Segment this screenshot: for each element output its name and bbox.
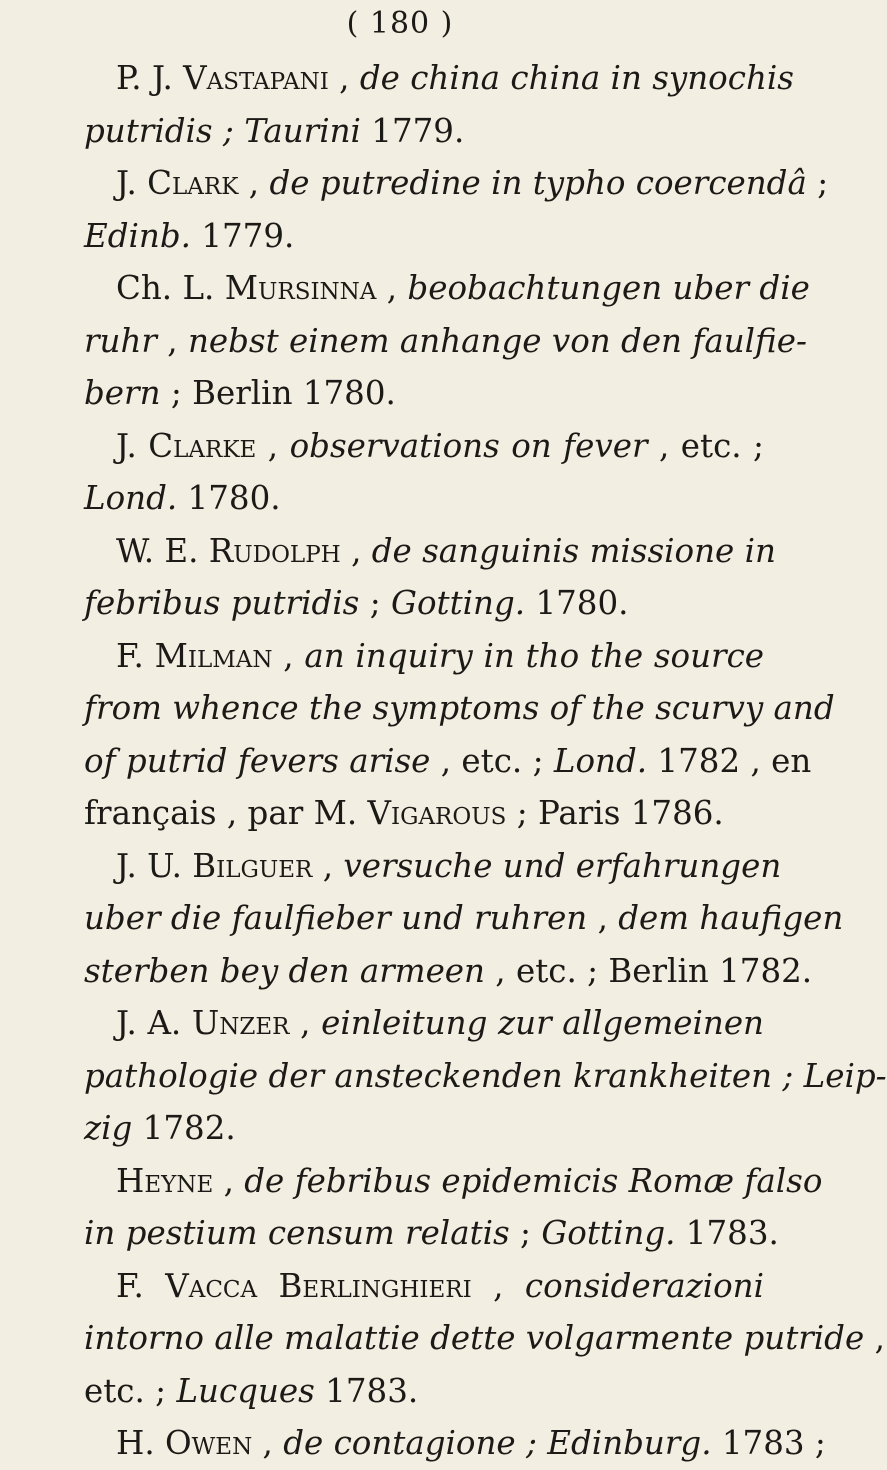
author-name: Heyne xyxy=(116,1161,214,1200)
text-segment: , xyxy=(213,1161,245,1200)
italic-title: zig xyxy=(84,1109,133,1147)
text-segment: , xyxy=(238,164,270,202)
italic-title: dem haufigen xyxy=(618,899,844,937)
text-segment: etc. ; xyxy=(84,1371,177,1410)
author-name: Rudolph xyxy=(208,531,341,570)
bibliography-text xyxy=(84,52,887,1470)
italic-title: Gotting. xyxy=(390,584,526,622)
text-line xyxy=(84,735,812,788)
text-segment: J. xyxy=(116,164,148,202)
italic-title: de putredine in typho coercendâ xyxy=(269,164,807,202)
italic-title: Lond. xyxy=(553,741,648,780)
author-name: Mursinna xyxy=(224,269,377,307)
text-line xyxy=(84,787,764,840)
text-line xyxy=(84,367,764,420)
author-name: Bilguer xyxy=(192,846,313,885)
text-segment: , xyxy=(256,426,290,465)
text-line xyxy=(84,262,810,315)
text-segment: , xyxy=(156,321,188,360)
text-line xyxy=(84,157,829,210)
author-name: Milman xyxy=(154,636,273,675)
text-line xyxy=(84,840,782,893)
text-segment: 1779. xyxy=(360,111,465,150)
text-segment: P. J. xyxy=(116,59,184,97)
italic-title: putridis ; Taurini xyxy=(84,111,361,150)
text-segment: J. xyxy=(116,426,149,465)
text-segment: F. xyxy=(116,1266,166,1305)
text-segment: 1783 ; xyxy=(711,1424,826,1462)
italic-title: sterben bey den armeen xyxy=(84,951,485,990)
text-line xyxy=(84,1050,887,1103)
text-segment: , etc. ; Berlin 1782. xyxy=(484,951,813,990)
italic-title: einleitung zur allgemeinen xyxy=(321,1004,764,1042)
italic-title: observations on fever xyxy=(289,426,648,465)
text-segment: J. U. xyxy=(116,846,193,885)
text-line xyxy=(84,945,813,998)
text-segment: ; xyxy=(509,1214,542,1252)
text-segment: Ch. L. xyxy=(116,269,225,307)
italic-title: febribus putridis xyxy=(84,584,360,622)
italic-title: intorno alle malattie dette volgarmente putride xyxy=(84,1319,865,1357)
italic-title: in pestium censum relatis xyxy=(84,1214,510,1252)
text-segment: J. A. xyxy=(116,1004,192,1042)
text-segment: 1779. xyxy=(191,216,295,255)
text-segment: F. xyxy=(116,636,155,675)
text-line xyxy=(84,1207,779,1260)
text-line xyxy=(84,892,844,945)
text-segment: français , par M. xyxy=(84,794,368,832)
italic-title: pathologie der ansteckenden krankheiten ; Leip- xyxy=(84,1056,887,1095)
text-segment: ; Paris 1786. xyxy=(506,794,724,832)
text-segment: , xyxy=(376,269,408,307)
author-name: Owen xyxy=(165,1424,253,1462)
text-line xyxy=(84,1260,764,1313)
text-line xyxy=(84,210,764,263)
italic-title: de contagione ; Edinburg. xyxy=(283,1424,712,1462)
text-line xyxy=(84,1155,823,1208)
italic-title: nebst einem anhange von den faulfie- xyxy=(187,321,807,360)
text-segment: , xyxy=(252,1424,284,1462)
text-line xyxy=(84,630,764,683)
italic-title: uber die faulfieber und ruhren xyxy=(84,899,588,937)
italic-title: of putrid fevers arise xyxy=(84,741,431,780)
text-line xyxy=(84,997,764,1050)
text-segment: W. E. xyxy=(116,531,209,570)
italic-title: de sanguinis missione in xyxy=(371,531,776,570)
text-segment: 1780. xyxy=(525,584,629,622)
italic-title: Gotting. xyxy=(541,1214,676,1252)
text-line xyxy=(84,682,835,735)
italic-title: de febribus epidemicis Romæ falso xyxy=(244,1161,823,1200)
text-line xyxy=(84,52,794,105)
italic-title: versuche und erfahrungen xyxy=(343,846,782,885)
text-segment: 1782. xyxy=(132,1109,236,1147)
author-name: Unzer xyxy=(191,1004,290,1042)
text-segment: 1783. xyxy=(314,1371,419,1410)
text-line xyxy=(84,105,764,158)
text-segment: H. xyxy=(116,1424,166,1462)
text-segment: , xyxy=(587,899,619,937)
text-segment: ; xyxy=(806,164,829,202)
italic-title: ruhr xyxy=(84,321,157,360)
text-line xyxy=(84,525,776,578)
italic-title: Lucques xyxy=(176,1371,315,1410)
text-segment: , xyxy=(328,59,360,97)
author-name: Vastapani xyxy=(183,59,329,97)
text-line xyxy=(84,315,807,368)
text-segment: , etc. ; xyxy=(430,741,554,780)
author-name: Clark xyxy=(147,164,239,202)
text-segment: , xyxy=(864,1319,885,1357)
italic-title: Lond. xyxy=(84,479,178,517)
author-name: Vacca Berlinghieri xyxy=(165,1266,472,1305)
text-line xyxy=(84,1365,764,1418)
italic-title: considerazioni xyxy=(524,1266,765,1305)
text-line xyxy=(84,1312,885,1365)
text-segment: , xyxy=(312,846,344,885)
text-segment: , xyxy=(471,1266,525,1305)
page-number: ( 180 ) xyxy=(346,6,454,41)
author-name: Clarke xyxy=(148,426,257,465)
italic-title: from whence the symptoms of the scurvy and xyxy=(84,689,835,727)
text-segment: ; xyxy=(359,584,391,622)
text-segment: , etc. ; xyxy=(647,426,765,465)
text-segment: , xyxy=(272,636,305,675)
text-line xyxy=(84,1102,764,1155)
italic-title: beobachtungen uber die xyxy=(407,269,810,307)
text-segment: , xyxy=(340,531,372,570)
text-segment: 1782 , en xyxy=(647,741,812,780)
text-line xyxy=(84,420,764,473)
author-name: Vigarous xyxy=(367,794,507,832)
italic-title: bern xyxy=(84,374,161,412)
text-segment: , xyxy=(289,1004,322,1042)
text-line xyxy=(84,472,764,525)
text-line xyxy=(84,577,764,630)
text-segment: 1783. xyxy=(675,1214,779,1252)
italic-title: an inquiry in tho the source xyxy=(304,636,765,675)
italic-title: Edinb. xyxy=(84,216,191,255)
text-segment: 1780. xyxy=(177,479,281,517)
text-line xyxy=(84,1417,826,1470)
italic-title: de china china in synochis xyxy=(359,59,794,97)
text-segment: ; Berlin 1780. xyxy=(160,374,396,412)
